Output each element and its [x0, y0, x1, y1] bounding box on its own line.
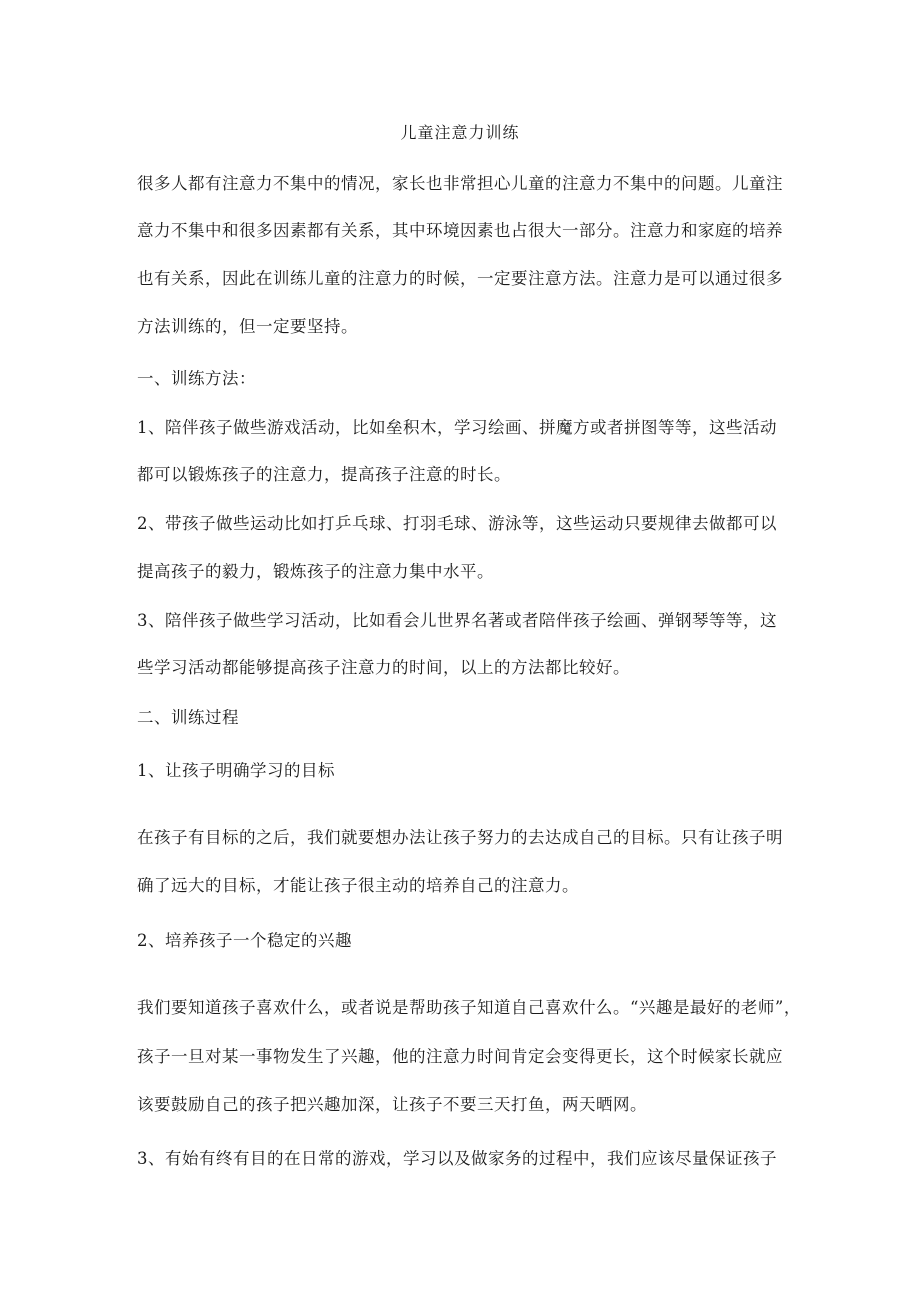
paragraph-line: 意力不集中和很多因素都有关系，其中环境因素也占很大一部分。注意力和家庭的培养 — [137, 221, 783, 240]
paragraph-line: 提高孩子的毅力，锻炼孩子的注意力集中水平。 — [137, 562, 494, 581]
subsection-heading: 1、让孩子明确学习的目标 — [137, 761, 335, 780]
paragraph-line: 孩子一旦对某一事物发生了兴趣，他的注意力时间肯定会变得更长，这个时候家长就应 — [137, 1047, 783, 1066]
document-title: 儿童注意力训练 — [400, 123, 520, 142]
paragraph-line: 方法训练的，但一定要坚持。 — [137, 317, 358, 336]
paragraph-line: 都可以锻炼孩子的注意力，提高孩子注意的时长。 — [137, 465, 511, 484]
paragraph-line: 在孩子有目标的之后，我们就要想办法让孩子努力的去达成自己的目标。只有让孩子明 — [137, 828, 783, 847]
paragraph-line: 些学习活动都能够提高孩子注意力的时间，以上的方法都比较好。 — [137, 658, 630, 677]
paragraph-line: 我们要知道孩子喜欢什么，或者说是帮助孩子知道自己喜欢什么。“兴趣是最好的老师”， — [137, 998, 801, 1017]
paragraph-line: 该要鼓励自己的孩子把兴趣加深，让孩子不要三天打鱼，两天晒网。 — [137, 1095, 647, 1114]
paragraph-line: 很多人都有注意力不集中的情况，家长也非常担心儿童的注意力不集中的问题。儿童注 — [137, 174, 783, 193]
section-heading: 一、训练方法： — [137, 369, 256, 388]
paragraph-line: 1、陪伴孩子做些游戏活动，比如垒积木，学习绘画、拼魔方或者拼图等等，这些活动 — [137, 418, 777, 437]
paragraph-line: 3、有始有终有目的在日常的游戏，学习以及做家务的过程中，我们应该尽量保证孩子 — [137, 1149, 777, 1168]
paragraph-line: 2、带孩子做些运动比如打乒乓球、打羽毛球、游泳等，这些运动只要规律去做都可以 — [137, 514, 777, 533]
paragraph-line: 也有关系，因此在训练儿童的注意力的时候，一定要注意方法。注意力是可以通过很多 — [137, 269, 783, 288]
subsection-heading: 2、培养孩子一个稳定的兴趣 — [137, 931, 352, 950]
section-heading: 二、训练过程 — [137, 708, 239, 727]
paragraph-line: 确了远大的目标，才能让孩子很主动的培养自己的注意力。 — [137, 876, 579, 895]
paragraph-line: 3、陪伴孩子做些学习活动，比如看会儿世界名著或者陪伴孩子绘画、弹钢琴等等，这 — [137, 611, 777, 630]
